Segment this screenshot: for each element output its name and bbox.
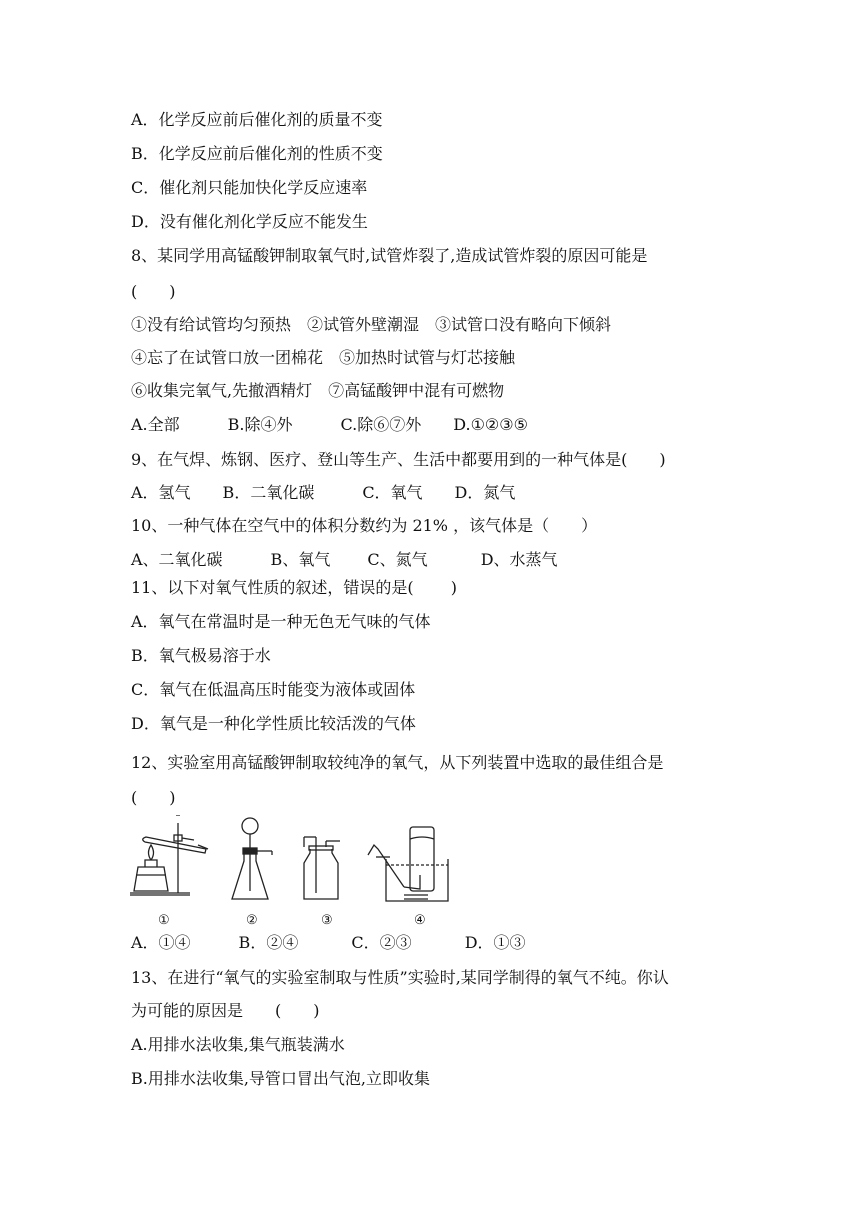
option-11b: B．氧气极易溶于水 <box>131 646 271 665</box>
question-10: 10、一种气体在空气中的体积分数约为 21% ，该气体是（ ） <box>131 516 598 535</box>
options-9: A．氢气 B．二氧化碳 C．氧气 D．氮气 <box>131 483 516 502</box>
option-7c: C．催化剂只能加快化学反应速率 <box>131 178 368 197</box>
figure-label-1: ① <box>158 913 170 928</box>
reasons-8-row2: ④忘了在试管口放一团棉花 ⑤加热时试管与灯芯接触 <box>131 348 516 367</box>
options-12: A．①④ B．②④ C．②③ D．①③ <box>131 933 526 952</box>
flask-with-funnel-icon <box>228 815 278 907</box>
question-11: 11、以下对氧气性质的叙述，错误的是( ) <box>131 578 457 597</box>
question-13: 13、在进行“氧气的实验室制取与性质”实验时,某同学制得的氧气不纯。你认 <box>131 968 669 987</box>
question-13-cont: 为可能的原因是 ( ) <box>131 1001 320 1020</box>
options-8: A.全部 B.除④外 C.除⑥⑦外 D.①②③⑤ <box>131 415 528 434</box>
alcohol-lamp-test-tube-icon <box>128 815 213 907</box>
option-11d: D．氧气是一种化学性质比较活泼的气体 <box>131 714 416 733</box>
reasons-8-row3: ⑥收集完氧气,先撤酒精灯 ⑦高锰酸钾中混有可燃物 <box>131 381 505 400</box>
option-7d: D．没有催化剂化学反应不能发生 <box>131 212 368 231</box>
water-trough-icon <box>366 815 466 907</box>
options-10: A、二氧化碳 B、氧气 C、氮气 D、水蒸气 <box>131 550 558 569</box>
reasons-8-row1: ①没有给试管均匀预热 ②试管外壁潮湿 ③试管口没有略向下倾斜 <box>131 315 612 334</box>
answer-blank-12: ( ) <box>131 788 176 807</box>
answer-blank-8: ( ) <box>131 282 176 301</box>
option-7a: A．化学反应前后催化剂的质量不变 <box>131 110 383 129</box>
option-13a: A.用排水法收集,集气瓶装满水 <box>131 1035 345 1054</box>
option-11c: C．氧气在低温高压时能变为液体或固体 <box>131 680 416 699</box>
option-7b: B．化学反应前后催化剂的性质不变 <box>131 144 383 163</box>
option-11a: A．氧气在常温时是一种无色无气味的气体 <box>131 612 431 631</box>
gas-bottle-icon <box>300 815 350 907</box>
option-13b: B.用排水法收集,导管口冒出气泡,立即收集 <box>131 1069 431 1088</box>
figure-label-2: ② <box>246 913 258 928</box>
question-9: 9、在气焊、炼钢、医疗、登山等生产、生活中都要用到的一种气体是( ) <box>131 450 666 469</box>
question-8: 8、某同学用高锰酸钾制取氧气时,试管炸裂了,造成试管炸裂的原因可能是 <box>131 246 648 265</box>
figure-label-3: ③ <box>321 913 333 928</box>
question-12: 12、实验室用高锰酸钾制取较纯净的氧气，从下列装置中选取的最佳组合是 <box>131 753 664 772</box>
apparatus-figure <box>128 815 468 933</box>
figure-label-4: ④ <box>414 913 426 928</box>
